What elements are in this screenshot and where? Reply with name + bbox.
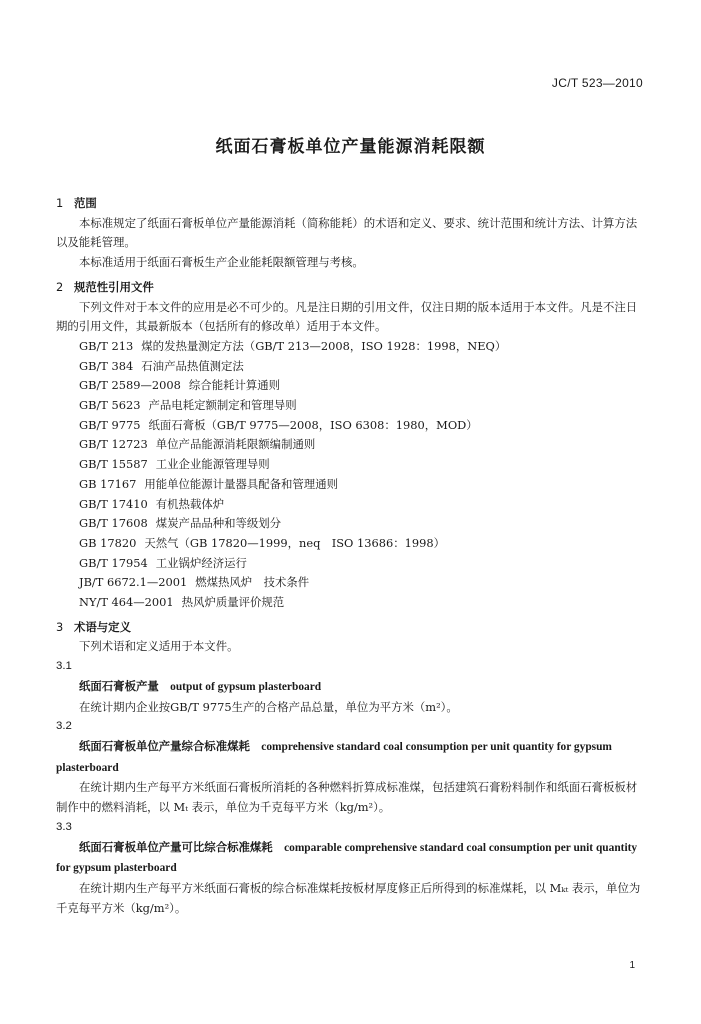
term-en: comprehensive standard coal consumption per unit quantity for gypsum plasterboard (56, 740, 612, 774)
reference-title: 工业锅炉经济运行 (155, 555, 247, 570)
reference-code: GB/T 17410 (79, 496, 148, 511)
reference-item (56, 455, 646, 475)
reference-title: 煤炭产品品种和等级划分 (155, 516, 282, 531)
reference-item (56, 376, 646, 396)
reference-item (56, 396, 646, 416)
paragraph: 下列术语和定义适用于本文件。 (79, 639, 239, 654)
reference-code: GB/T 2589—2008 (79, 378, 181, 393)
section-title: 规范性引用文件 (74, 279, 154, 294)
reference-title: 石油产品热值测定法 (141, 358, 244, 373)
reference-code: GB 17167 (79, 476, 137, 491)
reference-code: GB/T 12723 (79, 437, 148, 452)
term-number: 3.1 (56, 660, 72, 673)
section-number: 1 (56, 196, 64, 210)
term-definition: 在统计期内企业按GB/T 9775生产的合格产品总量，单位为平方米（m²）。 (79, 699, 458, 714)
reference-title: 热风炉质量评价规范 (181, 595, 285, 610)
term-zh: 纸面石膏板单位产量可比综合标准煤耗 (79, 839, 273, 854)
reference-title: 用能单位能源计量器具配备和管理通则 (144, 476, 338, 491)
reference-item (56, 435, 646, 455)
term-number: 3.3 (56, 820, 72, 833)
document-body (56, 194, 646, 918)
paragraph: 本标准适用于纸面石膏板生产企业能耗限额管理与考核。 (79, 255, 364, 270)
term-heading (56, 737, 646, 778)
page-number: 1 (629, 960, 635, 971)
reference-item (56, 357, 646, 377)
reference-code: GB/T 17954 (79, 555, 148, 570)
term-heading (56, 677, 646, 698)
reference-code: JB/T 6672.1—2001 (79, 575, 188, 590)
paragraph: 下列文件对于本文件的应用是必不可少的。凡是注日期的引用文件，仅注日期的版本适用于本文件。凡是不注日期的引用文件，其最新版本（包括所有的修改单）适用于本文件。 (56, 299, 638, 334)
section-1-heading (56, 194, 646, 214)
reference-title: 有机热载体炉 (155, 496, 225, 511)
reference-title: 单位产品能源消耗限额编制通则 (155, 437, 316, 452)
reference-title: 燃煤热风炉 技术条件 (195, 575, 310, 590)
reference-list (56, 337, 646, 613)
document-title: 纸面石膏板单位产量能源消耗限额 (215, 137, 486, 157)
term-en: output of gypsum plasterboard (170, 680, 322, 693)
reference-item (56, 593, 646, 613)
term-definition: 在统计期内生产每平方米纸面石膏板的综合标准煤耗按板材厚度修正后所得到的标准煤耗，以 Mₖₜ 表示，单位为千克每平方米（kg/m²）。 (56, 880, 641, 915)
reference-title: 工业企业能源管理导则 (155, 457, 270, 472)
reference-item (56, 416, 646, 436)
reference-item (56, 514, 646, 534)
term-number: 3.2 (56, 720, 72, 733)
reference-title: 产品电耗定额制定和管理导则 (148, 398, 297, 413)
reference-item (56, 475, 646, 495)
paragraph: 本标准规定了纸面石膏板单位产量能源消耗（简称能耗）的术语和定义、要求、统计范围和统计方法、计算方法以及能耗管理。 (56, 215, 638, 250)
section-number: 3 (56, 619, 64, 634)
section-title: 术语与定义 (74, 619, 131, 634)
term-en: comparable comprehensive standard coal consumption per unit quantity for gypsum plasterboard (56, 841, 638, 875)
reference-title: 综合能耗计算通则 (188, 378, 281, 393)
reference-code: GB/T 15587 (79, 457, 148, 472)
section-3-heading (56, 618, 646, 638)
reference-title: 煤的发热量测定方法（GB/T 213—2008，ISO 1928：1998，NEQ） (141, 338, 507, 353)
reference-item (56, 495, 646, 515)
reference-code: GB/T 5623 (79, 398, 141, 413)
term-zh: 纸面石膏板单位产量综合标准煤耗 (79, 738, 250, 753)
reference-code: GB/T 9775 (79, 417, 141, 432)
section-title: 范围 (74, 196, 97, 210)
standard-code: JC/T 523—2010 (551, 76, 643, 90)
term-zh: 纸面石膏板产量 (79, 678, 159, 693)
reference-code: GB 17820 (79, 535, 137, 550)
section-number: 2 (56, 279, 64, 294)
reference-title: 纸面石膏板（GB/T 9775—2008，ISO 6308：1980，MOD） (148, 417, 478, 432)
reference-item (56, 337, 646, 357)
term-definition: 在统计期内生产每平方米纸面石膏板所消耗的各种燃料折算成标准煤，包括建筑石膏粉料制作和纸面石膏板板材制作中的燃料消耗，以 Mₜ 表示，单位为千克每平方米（kg/m²）。 (56, 780, 638, 815)
reference-item (56, 554, 646, 574)
reference-code: GB/T 384 (79, 358, 134, 373)
reference-code: GB/T 17608 (79, 516, 148, 531)
term-heading (56, 838, 646, 879)
reference-item (56, 534, 646, 554)
reference-code: GB/T 213 (79, 338, 134, 353)
reference-title: 天然气（GB 17820—1999，neq ISO 13686：1998） (144, 535, 446, 550)
reference-code: NY/T 464—2001 (79, 595, 174, 610)
reference-item (56, 573, 646, 593)
section-2-heading (56, 278, 646, 298)
